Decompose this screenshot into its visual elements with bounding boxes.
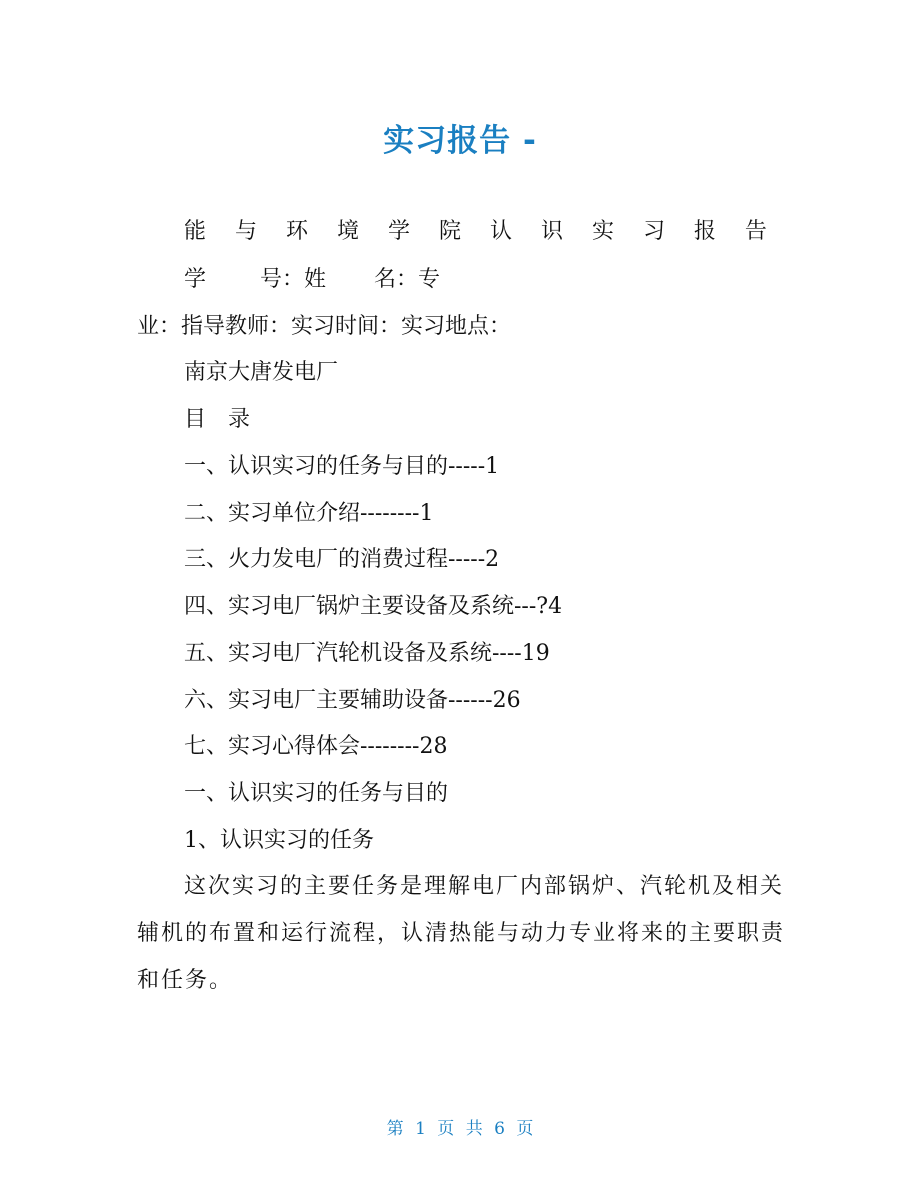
toc-item: 六、实习电厂主要辅助设备------26 xyxy=(184,688,521,713)
header-line: 能 与 环 境 学 院 认 识 实 习 报 告 xyxy=(184,219,778,244)
toc-heading: 目 录 xyxy=(184,407,251,432)
info-student-id-b: 号：姓 xyxy=(260,267,327,292)
document-title: 实习报告 - xyxy=(383,123,537,159)
toc-item: 三、火力发电厂的消费过程-----2 xyxy=(184,547,500,572)
toc-item: 一、认识实习的任务与目的-----1 xyxy=(184,454,500,479)
paragraph-line: 和任务。 xyxy=(137,968,234,993)
info-line-2: 业：指导教师：实习时间：实习地点： xyxy=(137,314,512,339)
toc-item: 七、实习心得体会--------28 xyxy=(184,734,448,759)
info-student-id-a: 学 xyxy=(184,267,207,292)
info-line-1 xyxy=(184,265,440,295)
paragraph-line: 辅机的布置和运行流程，认清热能与动力专业将来的主要职责 xyxy=(137,921,786,946)
location-text: 南京大唐发电厂 xyxy=(184,360,339,385)
subsection-heading: 1、认识实习的任务 xyxy=(184,828,374,853)
toc-item: 四、实习电厂锅炉主要设备及系统---?4 xyxy=(184,594,563,619)
toc-item: 二、实习单位介绍--------1 xyxy=(184,501,434,526)
section-heading: 一、认识实习的任务与目的 xyxy=(184,781,449,806)
toc-item: 五、实习电厂汽轮机设备及系统----19 xyxy=(184,641,550,666)
paragraph-line: 这次实习的主要任务是理解电厂内部锅炉、汽轮机及相关 xyxy=(184,874,785,899)
page-footer: 第 1 页 共 6 页 xyxy=(386,1119,534,1139)
info-name-major: 名：专 xyxy=(374,267,441,292)
